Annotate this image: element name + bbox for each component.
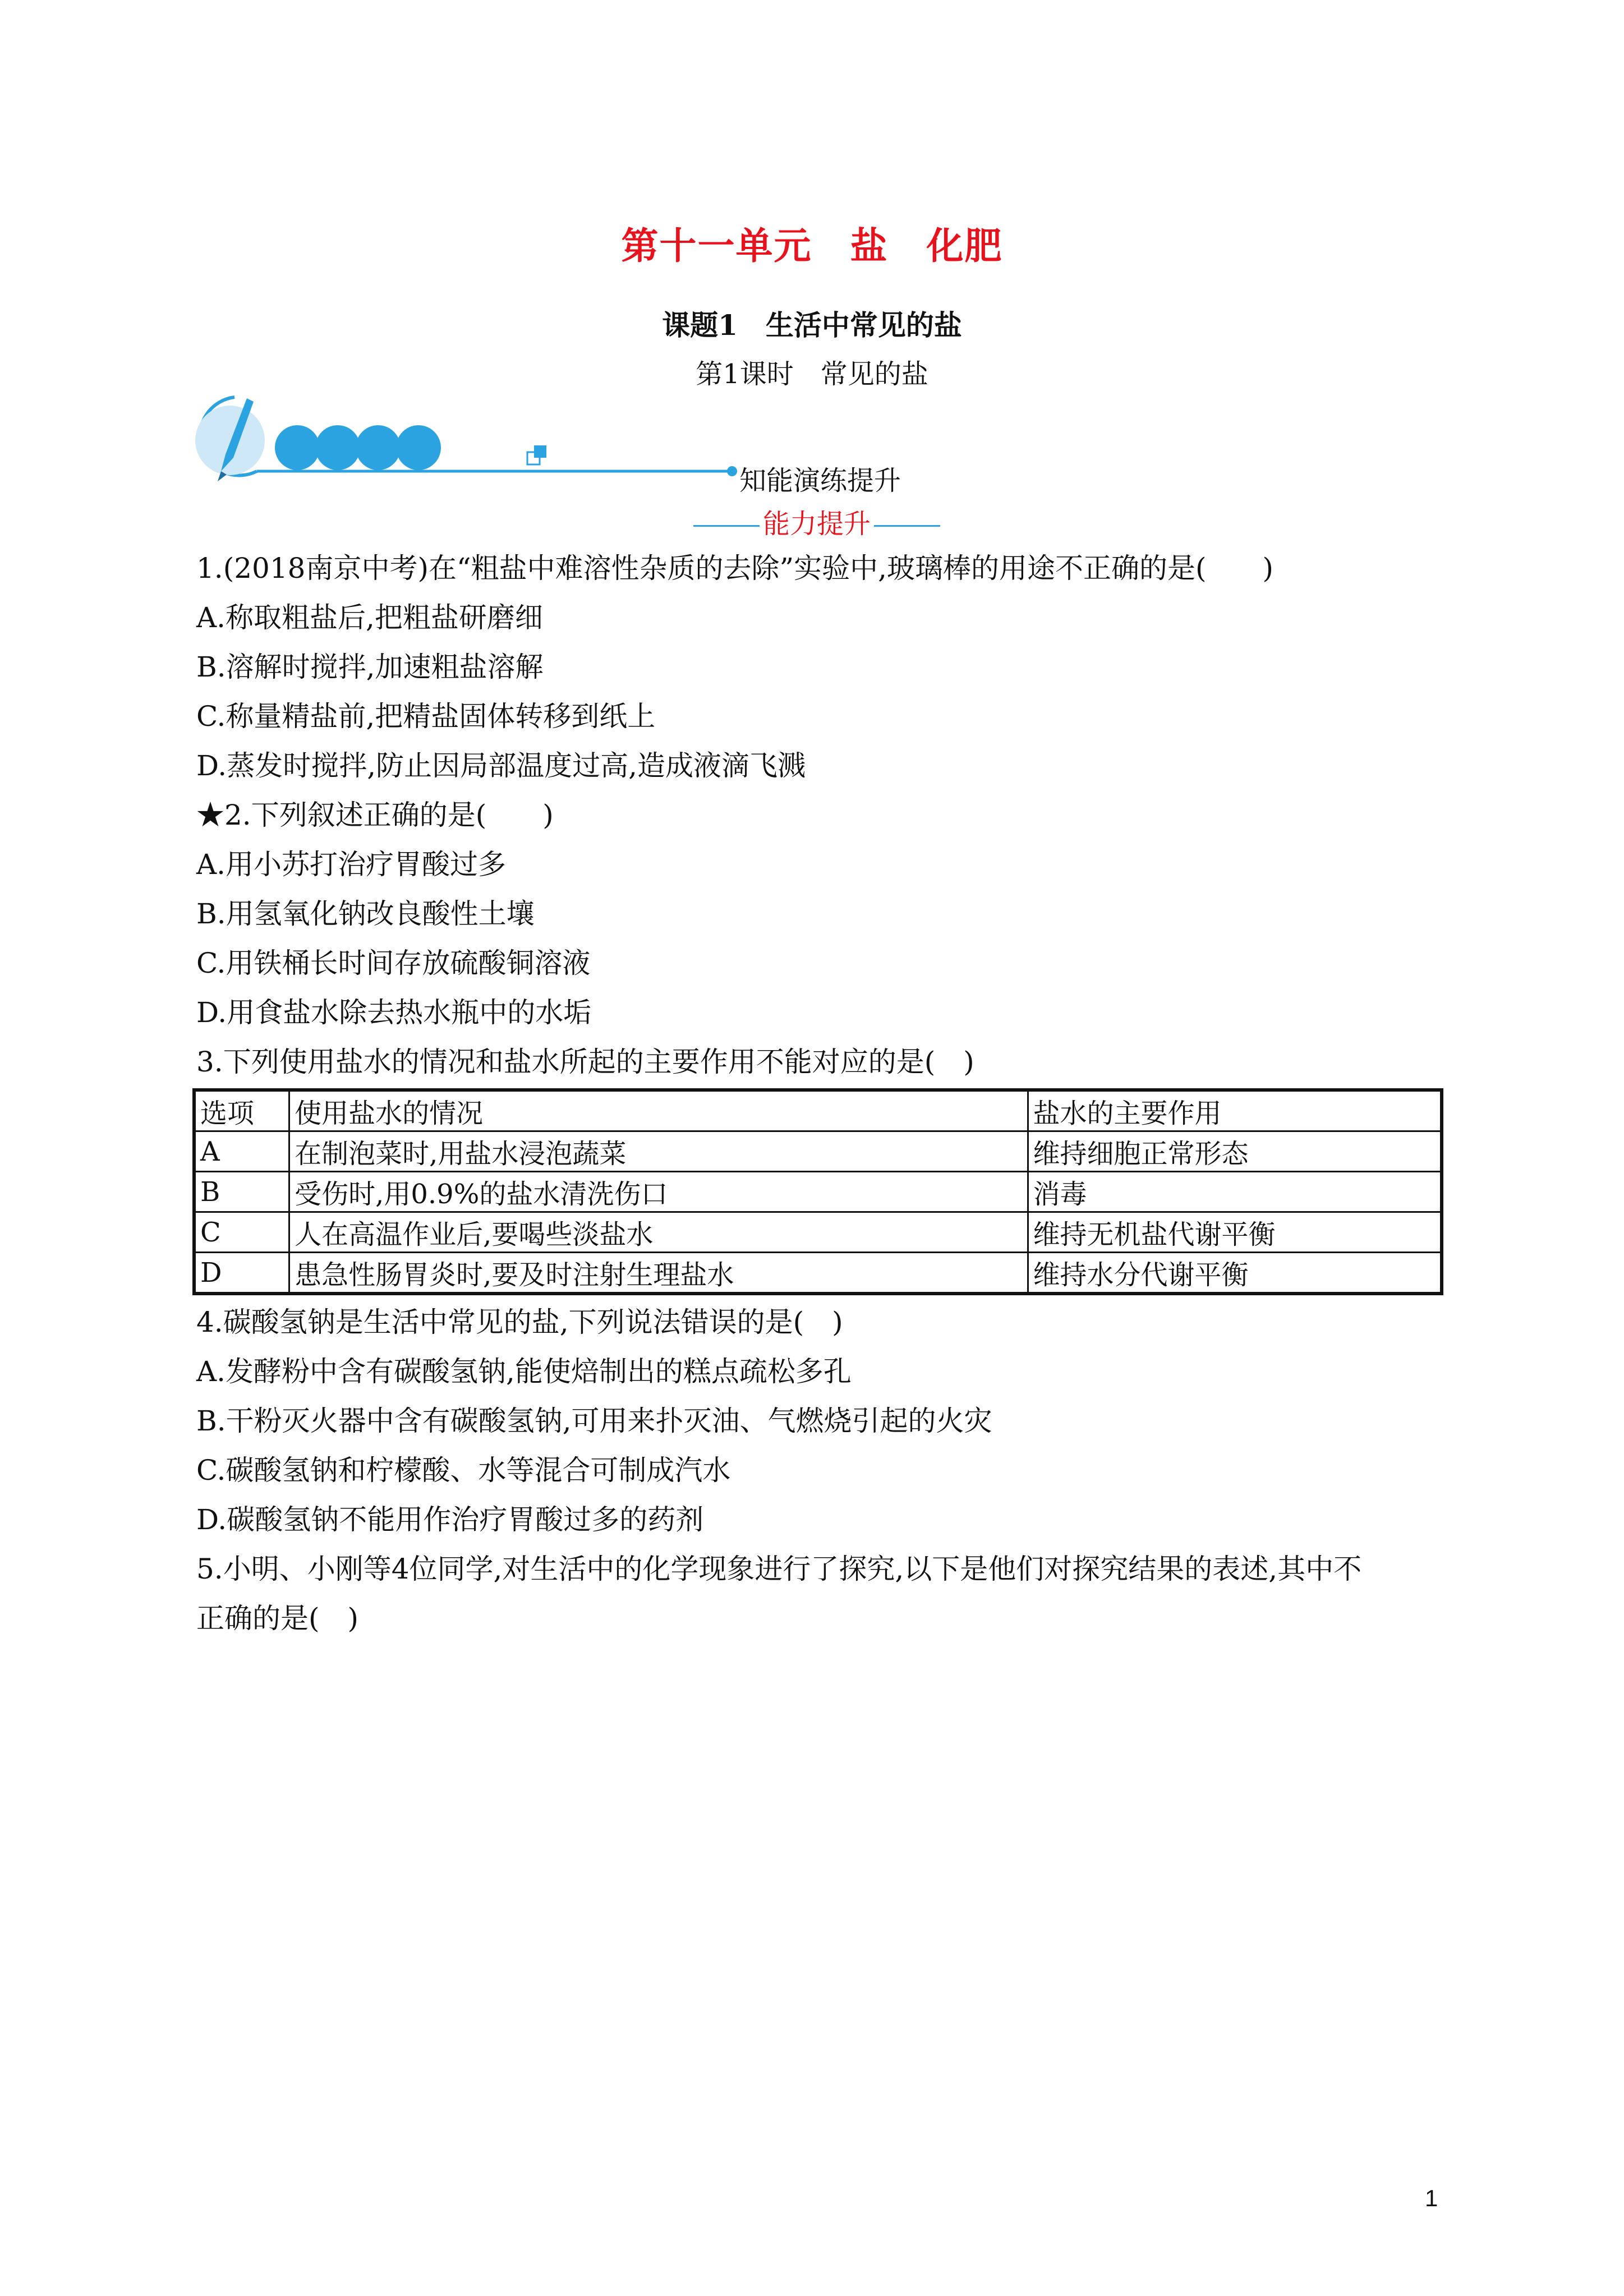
divider xyxy=(693,525,760,527)
question-4-option-a: A.发酵粉中含有碳酸氢钠,能使焙制出的糕点疏松多孔 xyxy=(196,1355,852,1388)
table-cell: 患急性肠胃炎时,要及时注射生理盐水 xyxy=(289,1253,1028,1294)
table-cell: B xyxy=(194,1172,289,1212)
banner-dot xyxy=(396,425,441,470)
banner-dot xyxy=(315,425,360,470)
table-cell: 受伤时,用0.9%的盐水清洗伤口 xyxy=(289,1172,1028,1212)
question-1-option-d: D.蒸发时搅拌,防止因局部温度过高,造成液滴飞溅 xyxy=(196,749,806,782)
question-2-option-d: D.用食盐水除去热水瓶中的水垢 xyxy=(196,996,592,1029)
question-1-option-b: B.溶解时搅拌,加速粗盐溶解 xyxy=(196,651,544,683)
table-cell: 消毒 xyxy=(1028,1172,1442,1212)
question-5-stem-line1: 5.小明、小刚等4位同学,对生活中的化学现象进行了探究,以下是他们对探究结果的表述,其中不 xyxy=(196,1553,1362,1585)
question-4-option-d: D.碳酸氢钠不能用作治疗胃酸过多的药剂 xyxy=(196,1503,704,1536)
table-cell: 维持水分代谢平衡 xyxy=(1028,1253,1442,1294)
question-4-option-c: C.碳酸氢钠和柠檬酸、水等混合可制成汽水 xyxy=(196,1454,731,1487)
question-4-stem: 4.碳酸氢钠是生活中常见的盐,下列说法错误的是( ) xyxy=(196,1306,843,1338)
banner-dot xyxy=(275,425,320,470)
question-4-option-b: B.干粉灭火器中含有碳酸氢钠,可用来扑灭油、气燃烧引起的火灾 xyxy=(196,1405,992,1437)
banner-label: 知能演练提升 xyxy=(739,465,901,496)
question-2-option-c: C.用铁桶长时间存放硫酸铜溶液 xyxy=(196,947,591,979)
section-heading xyxy=(690,502,944,541)
question-2-stem: ★2.下列叙述正确的是( ) xyxy=(196,799,554,831)
table-row xyxy=(194,1212,1442,1253)
table-cell: D xyxy=(194,1253,289,1294)
question-2-option-b: B.用氢氧化钠改良酸性土壤 xyxy=(196,898,535,930)
table-cell: 维持细胞正常形态 xyxy=(1028,1131,1442,1172)
question-1-option-a: A.称取粗盐后,把粗盐研磨细 xyxy=(196,601,543,634)
table-cell: 在制泡菜时,用盐水浸泡蔬菜 xyxy=(289,1131,1028,1172)
question-3-table xyxy=(192,1088,1443,1295)
section-banner xyxy=(191,387,752,488)
table-row xyxy=(194,1172,1442,1212)
table-cell: 人在高温作业后,要喝些淡盐水 xyxy=(289,1212,1028,1253)
table-header: 选项 xyxy=(194,1090,289,1131)
unit-title: 第十一单元 盐 化肥 xyxy=(621,224,1003,268)
table-cell: A xyxy=(194,1131,289,1172)
question-3-stem: 3.下列使用盐水的情况和盐水所起的主要作用不能对应的是( ) xyxy=(196,1046,974,1078)
topic-title: 课题1 生活中常见的盐 xyxy=(662,309,962,342)
divider xyxy=(874,525,940,527)
question-1-option-c: C.称量精盐前,把精盐固体转移到纸上 xyxy=(196,700,656,733)
page-number: 1 xyxy=(1425,2185,1438,2211)
table-row xyxy=(194,1253,1442,1294)
table-cell: 维持无机盐代谢平衡 xyxy=(1028,1212,1442,1253)
question-5-stem-line2: 正确的是( ) xyxy=(196,1602,359,1635)
table-header: 盐水的主要作用 xyxy=(1028,1090,1442,1131)
lesson-title: 第1课时 常见的盐 xyxy=(696,358,928,390)
table-header-row xyxy=(194,1090,1442,1131)
section-label: 能力提升 xyxy=(763,508,871,540)
table-row xyxy=(194,1131,1442,1172)
table-header: 使用盐水的情况 xyxy=(289,1090,1028,1131)
brush-icon xyxy=(195,397,265,481)
question-1-stem: 1.(2018南京中考)在“粗盐中难溶性杂质的去除”实验中,玻璃棒的用途不正确的是( ) xyxy=(196,552,1273,585)
question-2-option-a: A.用小苏打治疗胃酸过多 xyxy=(196,848,507,881)
table-cell: C xyxy=(194,1212,289,1253)
banner-dot xyxy=(356,425,401,470)
